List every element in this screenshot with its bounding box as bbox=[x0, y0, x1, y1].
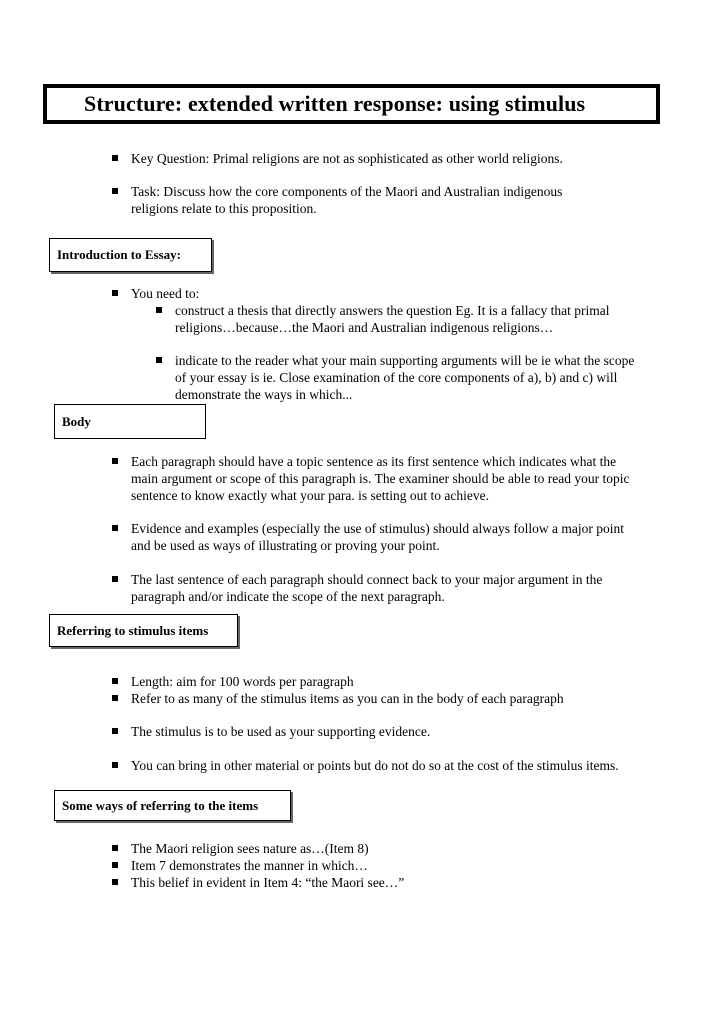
list-item: Task: Discuss how the core components of the Maori and Australian indigenous religions relate to this proposition. bbox=[131, 183, 611, 217]
bullet-icon bbox=[112, 525, 118, 531]
title-box bbox=[43, 84, 660, 124]
list-item: Each paragraph should have a topic sentence as its first sentence which indicates what the main argument or scope of this paragraph is. The examiner should be able to read your topic sentence to know exactly what your para. is setting out to achieve. bbox=[131, 453, 641, 504]
page-title: Structure: extended written response: using stimulus bbox=[84, 91, 586, 116]
list-item: The Maori religion sees nature as…(Item 8) bbox=[131, 840, 531, 857]
list-item: You need to: bbox=[131, 285, 431, 302]
section-heading-ways: Some ways of referring to the items bbox=[54, 790, 291, 821]
section-heading-body: Body bbox=[54, 404, 206, 439]
bullet-icon bbox=[112, 762, 118, 768]
list-item: Refer to as many of the stimulus items as you can in the body of each paragraph bbox=[131, 690, 641, 707]
list-item: The stimulus is to be used as your supporting evidence. bbox=[131, 723, 631, 740]
bullet-icon bbox=[156, 357, 162, 363]
bullet-icon bbox=[112, 695, 118, 701]
section-heading-introduction: Introduction to Essay: bbox=[49, 238, 212, 272]
list-item: Item 7 demonstrates the manner in which… bbox=[131, 857, 531, 874]
bullet-icon bbox=[112, 155, 118, 161]
list-item: You can bring in other material or points but do not do so at the cost of the stimulus items. bbox=[131, 757, 631, 774]
bullet-icon bbox=[112, 678, 118, 684]
bullet-icon bbox=[112, 188, 118, 194]
list-item: Evidence and examples (especially the use of stimulus) should always follow a major point and be used as ways of illustrating or proving your point. bbox=[131, 520, 641, 554]
list-item: construct a thesis that directly answers the question Eg. It is a fallacy that primal religions…because…the Maori and Australian indigenous religions… bbox=[175, 302, 635, 336]
bullet-icon bbox=[112, 290, 118, 296]
bullet-icon bbox=[112, 879, 118, 885]
bullet-icon bbox=[112, 845, 118, 851]
bullet-icon bbox=[156, 307, 162, 313]
bullet-icon bbox=[112, 728, 118, 734]
list-item: Key Question: Primal religions are not as sophisticated as other world religions. bbox=[131, 150, 651, 167]
list-item: This belief in evident in Item 4: “the Maori see…” bbox=[131, 874, 531, 891]
list-item: indicate to the reader what your main supporting arguments will be ie what the scope of your essay is ie. Close examination of the core components of a), b) and c) will demonstrate the ways in which... bbox=[175, 352, 645, 403]
list-item: Length: aim for 100 words per paragraph bbox=[131, 673, 631, 690]
bullet-icon bbox=[112, 576, 118, 582]
bullet-icon bbox=[112, 862, 118, 868]
list-item: The last sentence of each paragraph should connect back to your major argument in the paragraph and/or indicate the scope of the next paragraph. bbox=[131, 571, 641, 605]
section-heading-referring: Referring to stimulus items bbox=[49, 614, 238, 647]
bullet-icon bbox=[112, 458, 118, 464]
